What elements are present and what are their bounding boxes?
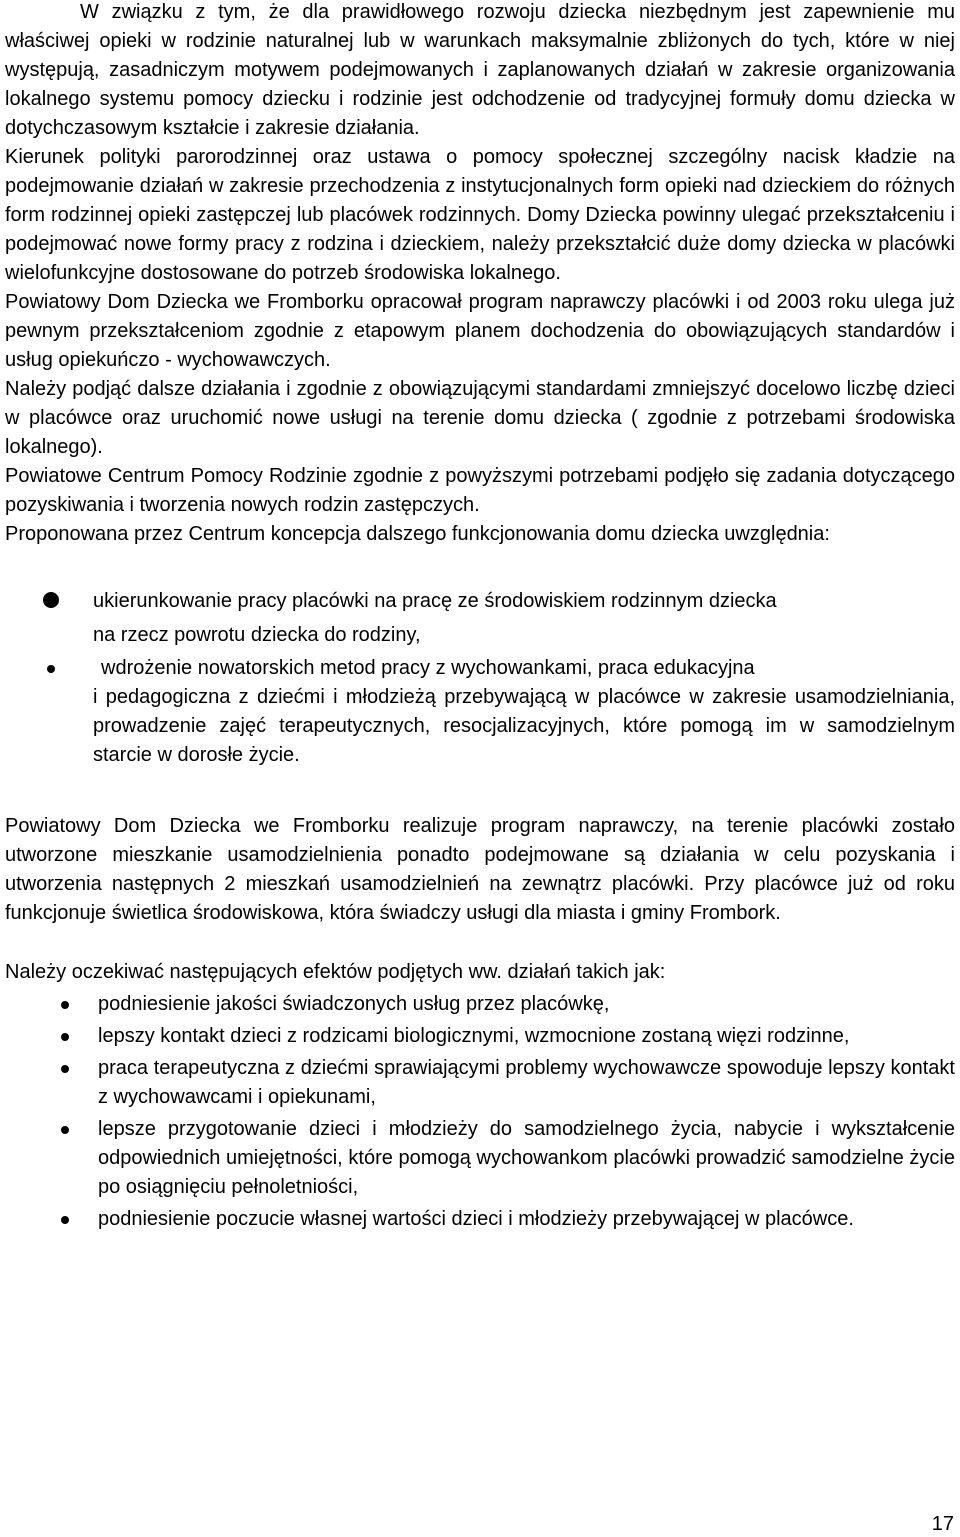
effects-list xyxy=(5,990,955,1234)
paragraph-effects-intro: Należy oczekiwać następujących efektów podjętych ww. działań takich jak: xyxy=(5,961,666,983)
page-number: 17 xyxy=(931,1513,954,1535)
bullet-icon xyxy=(61,1216,69,1224)
list-item xyxy=(5,1205,955,1234)
list-item-line: na rzecz powrotu dziecka do rodziny, xyxy=(93,624,421,646)
paragraph-policy-direction: Kierunek polityki parorodzinnej oraz ustawa o pomocy społecznej szczególny nacisk kładzie na podejmowanie działań w zakresie przechodzenia z instytucjonalnych form opieki nad dzieckiem do różnych form rodzinnej opieki zastępczej lub placówek rodzinnych. Domy Dziecka powinny ulegać przekształceniu i podejmować nowe formy pracy z rodzina i dzieckiem, należy przekształcić duże domy dziecka w placówki wielofunkcyjne dostosowane do potrzeb środowiska lokalnego. xyxy=(5,146,955,284)
document-page xyxy=(5,0,955,1234)
list-item-rest: i pedagogiczna z dziećmi i młodzieżą przebywającą w placówce w zakresie usamodzielniania, prowadzenie zajęć terapeutycznych, resocjalizacyjnych, które pomogą im w samodzielnym starcie w dorosłe życie. xyxy=(93,686,955,766)
paragraph-pcpr: Powiatowe Centrum Pomocy Rodzinie zgodnie z powyższymi potrzebami podjęło się zadania dotyczącego pozyskiwania i tworzenia nowych rodzin zastępczych. xyxy=(5,465,955,516)
list-item xyxy=(5,1022,955,1051)
list-item-text: praca terapeutyczna z dziećmi sprawiającymi problemy wychowawcze spowoduje lepszy kontakt z wychowawcami i opiekunami, xyxy=(98,1057,955,1108)
paragraph-further-actions: Należy podjąć dalsze działania i zgodnie z obowiązującymi standardami zmniejszyć docelowo liczbę dzieci w placówce oraz uruchomić nowe usługi na terenie domu dziecka ( zgodnie z potrzebami środowiska lokalnego). xyxy=(5,378,955,458)
bullet-icon xyxy=(47,665,55,673)
paragraph-frombork-program: Powiatowy Dom Dziecka we Fromborku opracował program naprawczy placówki i od 2003 roku ulega już pewnym przekształceniom zgodnie z etapowym planem dochodzenia do obowiązujących standardów i usług opiekuńczo - wychowawczych. xyxy=(5,291,955,371)
bullet-icon xyxy=(61,1065,69,1073)
list-item-line: ukierunkowanie pracy placówki na pracę ze środowiskiem rodzinnym dziecka xyxy=(93,590,777,612)
list-item xyxy=(5,1115,955,1202)
list-item-text: podniesienie jakości świadczonych usług przez placówkę, xyxy=(98,993,610,1015)
list-item-text: lepszy kontakt dzieci z rodzicami biologicznymi, wzmocnione zostaną więzi rodzinne, xyxy=(98,1025,850,1047)
list-item-text: lepsze przygotowanie dzieci i młodzieży do samodzielnego życia, nabycie i wykształcenie odpowiednich umiejętności, które pomogą wychowankom placówki prowadzić samodzielne życie po osiągnięciu pełnoletniości, xyxy=(98,1118,955,1198)
bullet-icon xyxy=(43,592,59,608)
list-item-first-line: wdrożenie nowatorskich metod pracy z wychowankami, praca edukacyjna xyxy=(101,657,755,679)
list-item xyxy=(5,990,955,1019)
concept-list xyxy=(5,584,955,770)
list-item xyxy=(5,654,955,770)
paragraph-concept-intro: Proponowana przez Centrum koncepcja dalszego funkcjonowania domu dziecka uwzględnia: xyxy=(5,523,830,545)
paragraph-realization: Powiatowy Dom Dziecka we Fromborku realizuje program naprawczy, na terenie placówki zostało utworzone mieszkanie usamodzielnienia ponadto podejmowane są działania w celu pozyskania i utworzenia następnych 2 mieszkań usamodzielnień na zewnątrz placówki. Przy placówce już od roku funkcjonuje świetlica środowiskowa, która świadczy usługi dla miasta i gminy Frombork. xyxy=(5,815,955,924)
bullet-icon xyxy=(61,1126,69,1134)
paragraph-intro: W związku z tym, że dla prawidłowego rozwoju dziecka niezbędnym jest zapewnienie mu właściwej opieki w rodzinie naturalnej lub w warunkach maksymalnie zbliżonych do tych, które w niej występują, zasadniczym motywem podejmowanych i zaplanowanych działań w zakresie organizowania lokalnego systemu pomocy dziecku i rodzinie jest odchodzenie od tradycyjnej formuły domu dziecka w dotychczasowym kształcie i zakresie działania. xyxy=(5,1,955,139)
bullet-icon xyxy=(61,1001,69,1009)
list-item xyxy=(5,584,955,652)
list-item xyxy=(5,1054,955,1112)
bullet-icon xyxy=(61,1033,69,1041)
list-item-text: podniesienie poczucie własnej wartości dzieci i młodzieży przebywającej w placówce. xyxy=(98,1208,854,1230)
